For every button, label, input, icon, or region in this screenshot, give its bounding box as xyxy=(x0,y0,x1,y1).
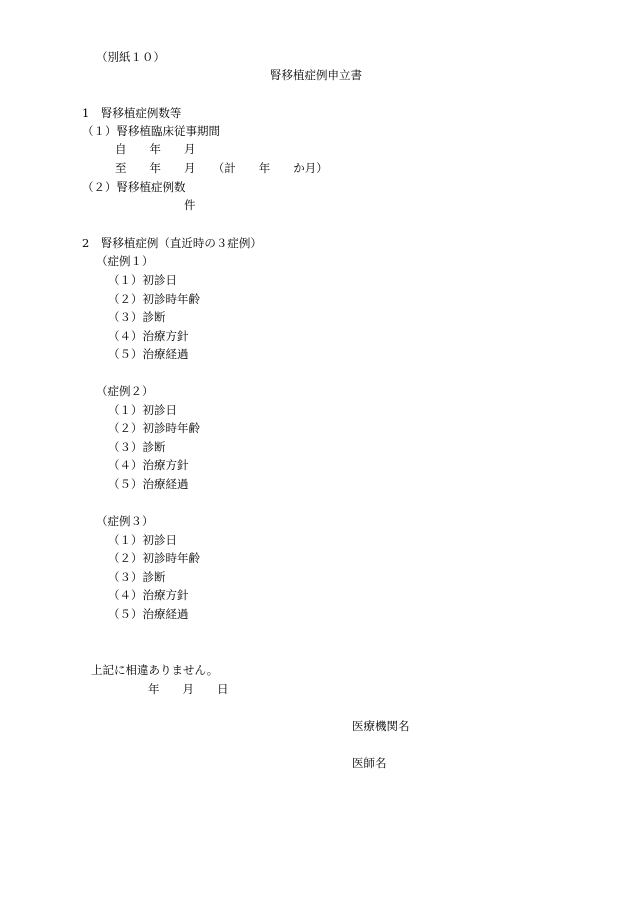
institution-name-label: 医療機関名 xyxy=(352,719,410,733)
case-2-item-course: （５）治療経過 xyxy=(108,477,189,491)
case-1-item-diagnosis: （３）診断 xyxy=(108,310,166,324)
case-1-item-policy: （４）治療方針 xyxy=(108,329,189,343)
case-3-item-age: （２）初診時年齢 xyxy=(108,551,200,565)
period-to-line: 至 年 月 （計 年 か月） xyxy=(115,161,328,175)
period-from-line: 自 年 月 xyxy=(115,142,196,156)
case-3-item-course: （５）治療経過 xyxy=(108,607,189,621)
date-line: 年 月 日 xyxy=(148,682,229,696)
case-2-item-first-visit: （１）初診日 xyxy=(108,403,177,417)
case-count-unit: 件 xyxy=(184,198,196,212)
case-1-label: （症例１） xyxy=(96,254,154,268)
case-3-item-first-visit: （１）初診日 xyxy=(108,533,177,547)
case-3-item-diagnosis: （３）診断 xyxy=(108,570,166,584)
case-3-item-policy: （４）治療方針 xyxy=(108,588,189,602)
case-3-label: （症例３） xyxy=(96,514,154,528)
declaration-statement: 上記に相違ありません。 xyxy=(91,663,219,677)
case-1-item-age: （２）初診時年齢 xyxy=(108,292,200,306)
case-1-item-course: （５）治療経過 xyxy=(108,347,189,361)
attachment-number: （別紙１０） xyxy=(96,50,165,64)
case-count-label: （２）腎移植症例数 xyxy=(82,180,186,194)
case-2-item-age: （２）初診時年齢 xyxy=(108,421,200,435)
clinical-period-label: （１）腎移植臨床従事期間 xyxy=(82,124,220,138)
document-title: 腎移植症例申立書 xyxy=(270,68,362,82)
doctor-name-label: 医師名 xyxy=(352,756,387,770)
section2-heading: 2 腎移植症例（直近時の３症例） xyxy=(82,236,262,250)
case-2-item-diagnosis: （３）診断 xyxy=(108,440,166,454)
section1-heading: 1 腎移植症例数等 xyxy=(82,106,182,120)
case-1-item-first-visit: （１）初診日 xyxy=(108,273,177,287)
case-2-label: （症例２） xyxy=(96,384,154,398)
case-2-item-policy: （４）治療方針 xyxy=(108,458,189,472)
